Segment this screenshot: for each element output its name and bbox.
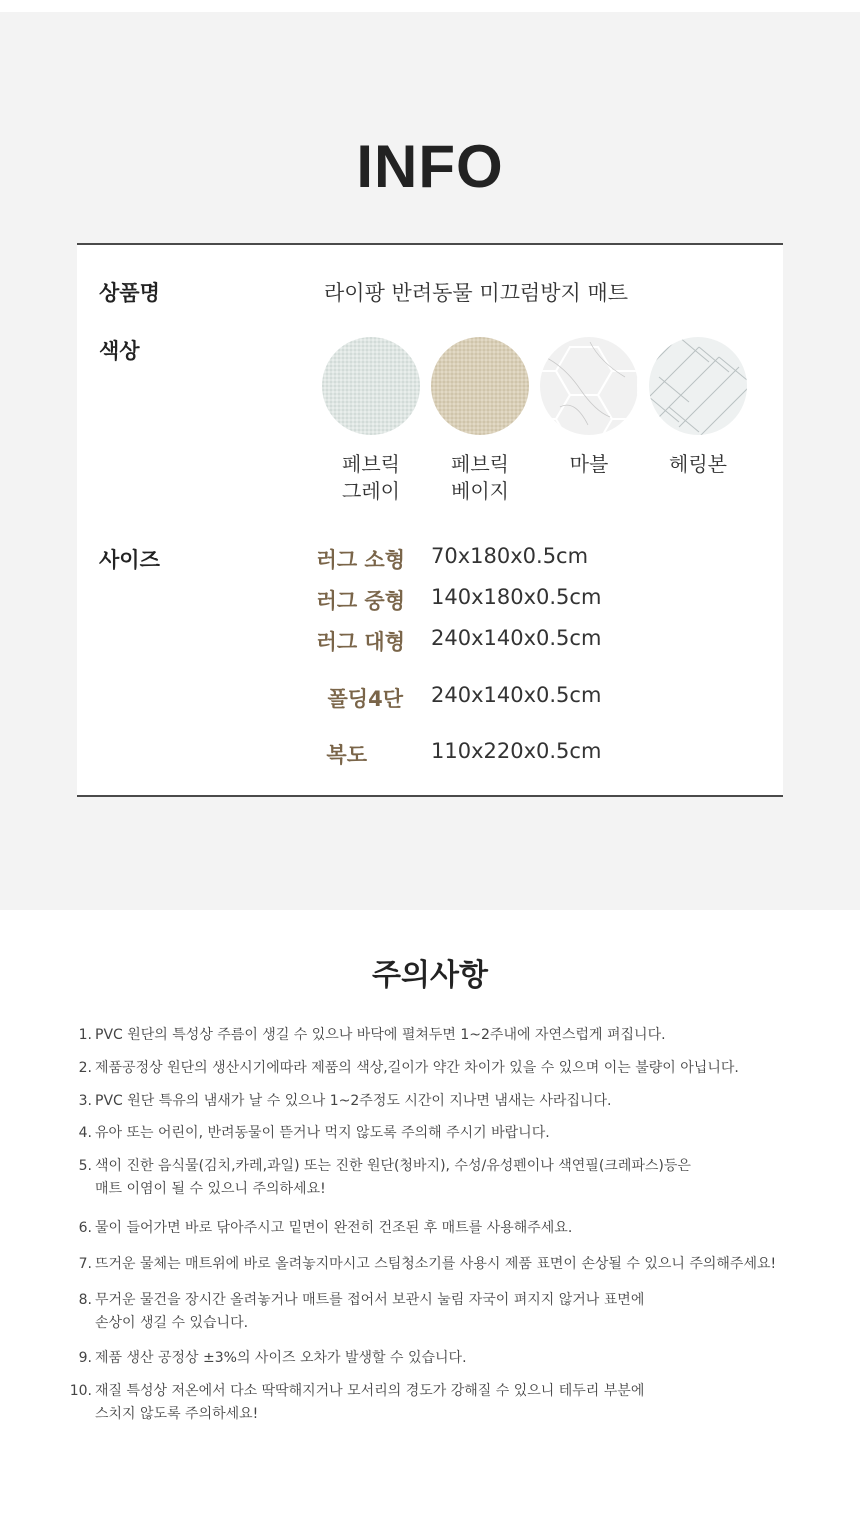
caution-text: 색이 진한 음식물(김치,카레,과일) 또는 진한 원단(청바지), 수성/유성펜이나 색연필(크레파스)등은 <box>95 1158 691 1174</box>
size-name: 러그 소형 <box>316 548 405 572</box>
product-label: 상품명 <box>99 281 160 305</box>
caution-item <box>62 1122 802 1145</box>
size-value: 70x180x0.5cm <box>431 544 589 568</box>
color-label-herringbone <box>638 451 758 478</box>
caution-text: 스치지 않도록 주의하세요! <box>95 1406 259 1422</box>
caution-text: PVC 원단의 특성상 주름이 생길 수 있으나 바닥에 펼쳐두면 1~2주내에 자연스럽게 펴집니다. <box>95 1027 666 1043</box>
top-strip <box>0 0 860 12</box>
caution-text: 재질 특성상 저온에서 다소 딱딱해지거나 모서리의 경도가 강해질 수 있으니 테두리 부분에 <box>95 1383 645 1399</box>
caution-text: 물이 들어가면 바로 닦아주시고 밑면이 완전히 건조된 후 매트를 사용해주세요. <box>95 1220 573 1236</box>
swatch-fabric-gray <box>322 337 420 435</box>
caution-item <box>62 1347 802 1370</box>
caution-item <box>62 1057 802 1080</box>
caution-item <box>62 1380 802 1422</box>
caution-section <box>0 910 860 1514</box>
size-value: 140x180x0.5cm <box>431 585 602 609</box>
size-value: 240x140x0.5cm <box>431 626 602 650</box>
swatch-fabric-beige <box>431 337 529 435</box>
caution-item <box>62 1155 802 1197</box>
caution-num: 8. <box>78 1292 92 1308</box>
size-name: 복도 <box>326 743 367 767</box>
caution-item <box>62 1289 802 1331</box>
caution-num: 2. <box>78 1060 92 1076</box>
color-label: 색상 <box>99 339 140 363</box>
color-line2: 그레이 <box>342 479 400 503</box>
caution-item <box>62 1217 802 1240</box>
color-label-marble <box>529 451 649 478</box>
color-line1: 페브릭 <box>451 452 509 476</box>
caution-text: 유아 또는 어린이, 반려동물이 뜯거나 먹지 않도록 주의해 주시기 바랍니다. <box>95 1125 550 1141</box>
caution-item <box>62 1253 802 1276</box>
size-value: 240x140x0.5cm <box>431 683 602 707</box>
caution-text: PVC 원단 특유의 냄새가 날 수 있으나 1~2주정도 시간이 지나면 냄새는 사라집니다. <box>95 1093 612 1109</box>
product-name: 라이팡 반려동물 미끄럼방지 매트 <box>324 281 629 305</box>
caution-text: 매트 이염이 될 수 있으니 주의하세요! <box>95 1181 326 1197</box>
caution-num: 5. <box>78 1158 92 1174</box>
color-label-fabric-beige <box>420 451 540 505</box>
caution-text: 손상이 생길 수 있습니다. <box>95 1315 249 1331</box>
caution-item <box>62 1090 802 1113</box>
swatch-herringbone <box>649 337 747 435</box>
caution-num: 3. <box>78 1093 92 1109</box>
caution-title: 주의사항 <box>372 958 488 993</box>
color-line1: 헤링본 <box>669 452 727 476</box>
caution-num: 1. <box>78 1027 92 1043</box>
caution-num: 4. <box>78 1125 92 1141</box>
color-line1: 마블 <box>569 452 609 476</box>
swatch-marble <box>540 337 638 435</box>
caution-text: 뜨거운 물체는 매트위에 바로 올려놓지마시고 스팀청소기를 사용시 제품 표면이 손상될 수 있으니 주의해주세요! <box>95 1256 777 1272</box>
caution-item <box>62 1024 802 1047</box>
color-line2: 베이지 <box>451 479 509 503</box>
size-value: 110x220x0.5cm <box>431 739 602 763</box>
caution-num: 6. <box>78 1220 92 1236</box>
size-name: 러그 대형 <box>316 630 405 654</box>
caution-text: 제품 생산 공정상 ±3%의 사이즈 오차가 발생할 수 있습니다. <box>95 1350 467 1366</box>
caution-num: 7. <box>78 1256 92 1272</box>
info-section <box>0 12 860 910</box>
size-name: 러그 중형 <box>316 589 405 613</box>
caution-text: 무거운 물건을 장시간 올려놓거나 매트를 접어서 보관시 눌림 자국이 펴지지 않거나 표면에 <box>95 1292 645 1308</box>
info-table <box>77 243 783 797</box>
caution-num: 10. <box>69 1383 92 1399</box>
caution-text: 제품공정상 원단의 생산시기에따라 제품의 색상,길이가 약간 차이가 있을 수 있으며 이는 불량이 아닙니다. <box>95 1060 739 1076</box>
size-name: 폴딩4단 <box>327 687 403 711</box>
size-label: 사이즈 <box>99 548 160 572</box>
caution-num: 9. <box>78 1350 92 1366</box>
info-title: INFO <box>356 133 504 200</box>
color-line1: 페브릭 <box>342 452 400 476</box>
color-label-fabric-gray <box>311 451 431 505</box>
